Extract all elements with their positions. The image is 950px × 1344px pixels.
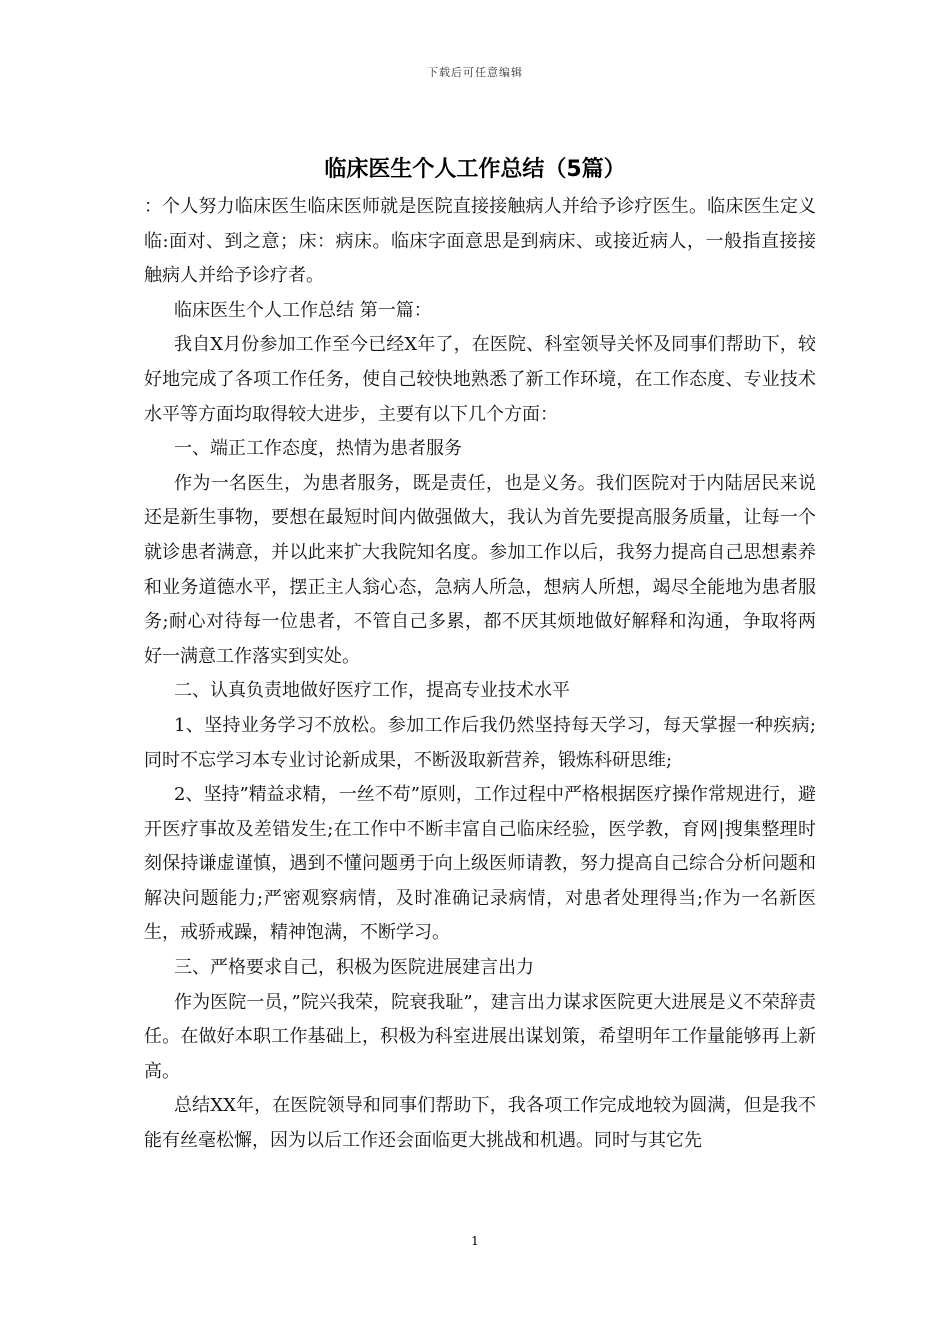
paragraph: 我自X月份参加工作至今已经X年了，在医院、科室领导关怀及同事们帮助下，较好地完成了各项工作任务，使自己较快地熟悉了新工作环境，在工作态度、专业技术水平等方面均取得较大进步，主要有以下几个方面： (144, 334, 816, 425)
paragraph: 2、坚持”精益求精，一丝不苟”原则，工作过程中严格根据医疗操作常规进行，避开医疗事故及差错发生;在工作中不断丰富自己临床经验，医学教，育网|搜集整理时刻保持谦虚谨慎，遇到不懂问题勇于向上级医师请教，努力提高自己综合分析问题和解决问题能力;严密观察病情，及时准确记录病情，对患者处理得当;作为一名新医生，戒骄戒躁，精神饱满，不断学习。 (144, 784, 816, 944)
paragraph-subheading: 三、严格要求自己，积极为医院进展建言出力 (174, 957, 534, 979)
paragraph: 总结XX年，在医院领导和同事们帮助下，我各项工作完成地较为圆满，但是我不能有丝毫松懈，因为以后工作还会面临更大挑战和机遇。同时与其它先 (144, 1095, 816, 1152)
paragraph-subheading: 一、端正工作态度，热情为患者服务 (174, 438, 462, 460)
paragraph-intro: ：个人努力临床医生临床医师就是医院直接接触病人并给予诊疗医生。临床医生定义 临:面对、到之意；床：病床。临床字面意思是到病床、或接近病人，一般指直接接触病人并给予诊疗者。 (144, 196, 816, 287)
page-header-note: 下载后可任意编辑 (427, 66, 523, 79)
paragraph: 作为一名医生，为患者服务，既是责任，也是义务。我们医院对于内陆居民来说还是新生事物，要想在最短时间内做强做大，我认为首先要提高服务质量，让每一个就诊患者满意，并以此来扩大我院知名度。参加工作以后，我努力提高自己思想素养和业务道德水平，摆正主人翁心态，急病人所急，想病人所想，竭尽全能地为患者服务;耐心对待每一位患者，不管自己多累，都不厌其烦地做好解释和沟通，争取将两好一满意工作落实到实处。 (144, 472, 816, 667)
page-number: 1 (471, 1234, 479, 1248)
paragraph: 1、坚持业务学习不放松。参加工作后我仍然坚持每天学习，每天掌握一种疾病;同时不忘学习本专业讨论新成果，不断汲取新营养，锻炼科研思维; (144, 714, 816, 771)
paragraph-subheading: 二、认真负责地做好医疗工作，提高专业技术水平 (174, 680, 570, 702)
paragraph: 作为医院一员，”院兴我荣，院衰我耻”，建言出力谋求医院更大进展是义不荣辞责任。在做好本职工作基础上，积极为科室进展出谋划策，希望明年工作量能够再上新高。 (144, 991, 816, 1082)
paragraph-section-heading: 临床医生个人工作总结 第一篇： (174, 299, 432, 321)
document-title: 临床医生个人工作总结（5篇） (324, 157, 626, 182)
document-body (144, 190, 816, 1159)
